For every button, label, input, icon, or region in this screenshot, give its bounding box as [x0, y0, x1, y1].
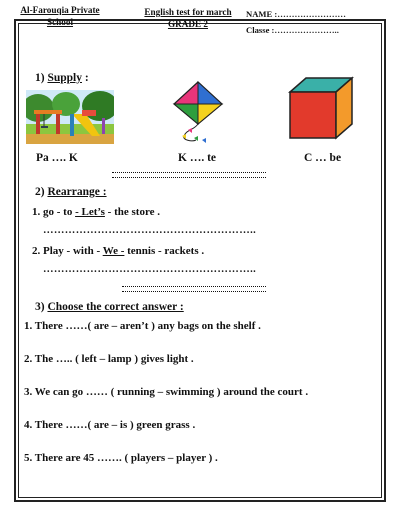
section1-title: Supply [47, 72, 82, 84]
playground-picture [26, 90, 114, 144]
choose-question-2: 2. The ….. ( left – lamp ) gives light . [24, 353, 194, 365]
test-title [124, 7, 252, 31]
section3-number: 3) [35, 301, 45, 313]
school-name-line1: Al-Farouqia Private [20, 5, 100, 15]
school-name [10, 5, 110, 29]
section2-number: 2) [35, 186, 45, 198]
section3-title: Choose the correct answer : [47, 301, 184, 313]
choose-question-3: 3. We can go …… ( running – swimming ) around the court . [24, 386, 309, 398]
choose-question-5: 5. There are 45 ……. ( players – player ) . [24, 452, 218, 464]
section3-heading [35, 301, 184, 313]
rearrange-q1-start: 1. go - to [32, 206, 76, 218]
rearrange-q1-underlined: - Let’s [75, 206, 105, 218]
cube-picture [288, 76, 354, 140]
class-field[interactable]: Classe :………………….. [246, 25, 339, 35]
answer-line-1[interactable]: ………………………………………………….. [43, 225, 257, 236]
supply-item-1-label: Pa …. K [36, 152, 78, 164]
rearrange-q1-end: - the store . [104, 206, 161, 218]
section1-number: 1) [35, 72, 45, 84]
rearrange-question-2 [32, 245, 204, 257]
choose-question-1: 1. There ……( are – aren’t ) any bags on the shelf . [24, 320, 261, 332]
rearrange-q2-end: tennis - rackets . [124, 245, 205, 257]
section1-heading [35, 72, 89, 84]
section-separator [112, 172, 266, 178]
section2-title: Rearrange : [47, 186, 107, 198]
answer-line-2[interactable]: ………………………………………………….. [43, 264, 257, 275]
name-field[interactable]: NAME :…………………… [246, 9, 347, 19]
rearrange-q2-underlined: We - [102, 245, 125, 257]
section1-colon: : [82, 72, 89, 84]
section-separator-2 [122, 286, 266, 292]
rearrange-q2-start: 2. Play - with - [32, 245, 103, 257]
test-title-text: English test for march [144, 7, 232, 17]
choose-question-4: 4. There ……( are – is ) green grass . [24, 419, 196, 431]
section2-heading [35, 186, 107, 198]
rearrange-question-1 [32, 206, 160, 218]
school-name-line2: School [46, 16, 74, 27]
supply-item-3-label: C … be [304, 152, 342, 164]
grade-label: GRADE 2 [167, 18, 209, 29]
supply-item-2-label: K …. te [178, 152, 217, 164]
kite-picture [168, 80, 228, 146]
